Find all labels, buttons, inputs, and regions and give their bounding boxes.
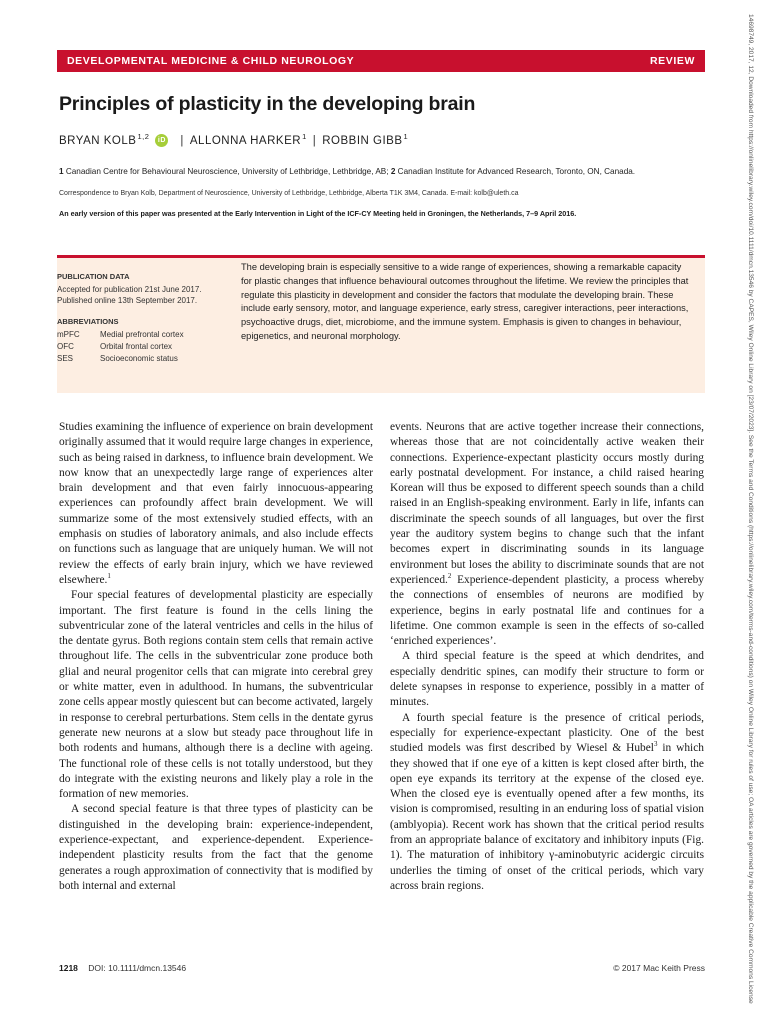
early-version-note: An early version of this paper was presented at the Early Intervention in Light of the ICF-CY Meeting held in Groningen, the Netherlands, 7–9 April 2016. [59,209,577,218]
footer-left [59,963,186,973]
body-paragraph [59,420,373,588]
body-paragraph: A third special feature is the speed at which dendrites, and especially dendritic spines, can modify their structure to form or delete synapses in response to experience, possibly in a matter of minutes. [390,650,704,709]
abstract-text: The developing brain is especially sensitive to a wide range of experiences, showing a remarkable capacity for plastic changes that influence behavioural outcomes throughout the lifetime. We review the principles that regulate this plasticity in development and consider the factors that modulate the developing brain. These include early sensory, motor, and language experience, early stress, caregiver interactions, peer interactions, psychoactive drugs, diet, microbiome, and the immune system. Emphasis is given to changes in behaviour, epigenetics, and neuronal morphology. [241,262,689,341]
affiliation-text: Canadian Centre for Behavioural Neuroscience, University of Lethbridge, Lethbridge, AB; [65,167,389,176]
author-name: BRYAN KOLB [59,134,137,147]
page-number: 1218 [59,963,78,973]
reference-marker[interactable]: 3 [653,740,658,749]
copyright: © 2017 Mac Keith Press [613,963,705,973]
body-column-right [390,420,704,894]
published-date: Published online 13th September 2017. [57,296,198,305]
accepted-date: Accepted for publication 21st June 2017. [57,285,202,294]
affiliation-text: Canadian Institute for Advanced Research, Toronto, ON, Canada. [397,167,636,176]
journal-header-bar [57,50,705,72]
author-list [59,134,719,147]
affiliation-number: 1 [59,167,64,176]
abbreviation: SES [57,354,74,363]
author-separator: | [180,134,184,147]
author-separator: | [312,134,317,147]
abbreviation-meaning: Orbital frontal cortex [100,342,173,351]
author-affiliation-marker: 1 [302,132,307,141]
body-column-left [59,420,373,894]
download-side-strip [742,0,756,1024]
body-paragraph [390,420,704,649]
publication-data-box [57,255,229,393]
download-notice: 14698749, 2017, 12, Downloaded from https://onlinelibrary.wiley.com/doi/10.1111/dmcn.13546 by CAPES, Wiley Online Library on [23/07/2023]. See the Terms and Conditions (https://onlinelibrary.wiley.com/terms-and-conditions) on Wiley Online Library for rules of use; OA articles are governed by the applicable Creative Commons License [747,14,754,1004]
abbreviations-block [57,317,229,365]
body-paragraph: Four special features of developmental plasticity are especially important. The first feature is found in the cells lining the subventricular zone of the lateral ventricles and cells in the hilus of the dentate gyrus. Both regions contain stem cells that remain active throughout life. The cells in the subventricular zone produce both glial and neural progenitor cells that can migrate into cerebral grey or white matter, even in adulthood. In humans, the subventricular zone cells appear mostly quiescent but can become activated, largely in response to cerebral perturbations. Stem cells in the dentate gyrus generate new neurons at a slow but steady pace throughout life in both rodents and humans, although there is a decline with ageing. The functional role of these cells is not totally understood, but they do integrate with the existing neurons and likely play a role in the formation of new memories. [59,589,373,801]
page-footer [59,963,705,973]
reference-marker[interactable]: 2 [447,572,452,581]
author-affiliation-marker: 1 [403,132,409,141]
abbreviation-row [57,329,229,341]
abbreviation-row [57,353,229,365]
body-paragraph-text: A fourth special feature is the presence of critical periods, especially for experience-expectant plasticity. One of the best studied models was first described by Wiesel & Hubel [390,711,704,755]
abbreviations-heading: ABBREVIATIONS [57,317,119,326]
body-paragraph-text: events. Neurons that are active together increase their connections, whereas those that are not coincidentally active weaken their connections. Experience-expectant plasticity occurs mostly during early postnatal development. For instance, a child raised hearing Korean will thus be exposed to different speech sounds than a child raised in an English-speaking environment. Early in life, infants can discriminate the speech sounds of all languages, but over the first year the auditory system begins to change such that the infant becomes expert in discriminating sounds in its language environment but loses the ability to discriminate sounds that are not experienced. [390,421,704,586]
affiliation-number: 2 [390,167,396,176]
body-paragraph-text: Experience-dependent plasticity, a process whereby the connections of ensembles of neurons are modified by experience, begins in early postnatal life and continues for a lifetime. One common example is seen in the effects of so-called ‘enriched experiences’. [390,573,704,648]
abbreviation-row [57,341,229,353]
abbreviation: OFC [57,342,74,351]
abstract-box [229,255,705,393]
article-type: REVIEW [649,55,695,67]
doi-link[interactable]: DOI: 10.1111/dmcn.13546 [88,963,187,973]
abbreviation: mPFC [57,330,80,339]
orcid-icon[interactable]: iD [155,134,168,147]
abbreviation-meaning: Socioeconomic status [100,354,178,363]
journal-name: DEVELOPMENTAL MEDICINE & CHILD NEUROLOGY [67,55,355,67]
article-title: Principles of plasticity in the developing brain [59,93,476,115]
body-paragraph: A second special feature is that three types of plasticity can be distinguished in the developing brain: experience-independent, experience-expectant, and experience-dependent. Experience-independent plasticity results from the fact that the genome generates a rough approximation of connectivity that is modified by both internal and external [59,803,373,892]
body-paragraph-text: Studies examining the influence of experience on brain development originally assumed that it would require large changes in experience, such as being raised in darkness, to influence brain development. We now know that an unexpectedly large range of experiences alter brain development and that even fairly innocuous-appearing experiences can profoundly affect brain development. We will summarize some of the most extensively studied effects, with an emphasis on studies of laboratory animals, and also include effects on functions such as language that are uniquely human. We will not review the effects of early brain injury, which we have reviewed elsewhere. [59,421,373,586]
affiliations [59,167,719,176]
author-name: ALLONNA HARKER [189,134,302,147]
author-affiliation-marker: 1,2 [137,132,150,141]
body-paragraph [390,711,704,895]
body-paragraph-text: in which they showed that if one eye of a kitten is kept closed after birth, the open eye expands its territory at the expense of the closed eye. When the closed eye is eventually opened after a few months, its vision is compromised, resulting in an enduring loss of spatial vision (amblyopia). Recent work has shown that the critical period results from an appropriate balance of excitatory and inhibitory inputs (Fig. 1). The maturation of inhibitory γ-aminobutyric acidergic circuits underlies the timing of onset of the critical periods, which vary across brain regions. [390,742,704,892]
publication-data-heading: PUBLICATION DATA [57,272,130,281]
correspondence: Correspondence to Bryan Kolb, Department of Neuroscience, University of Lethbridge, Lethbridge, Alberta T1K 3M4, Canada. E-mail: kolb@uleth.ca [59,190,519,197]
abbreviation-meaning: Medial prefrontal cortex [100,330,184,339]
author-name: ROBBIN GIBB [322,134,403,147]
reference-marker[interactable]: 1 [107,572,111,581]
